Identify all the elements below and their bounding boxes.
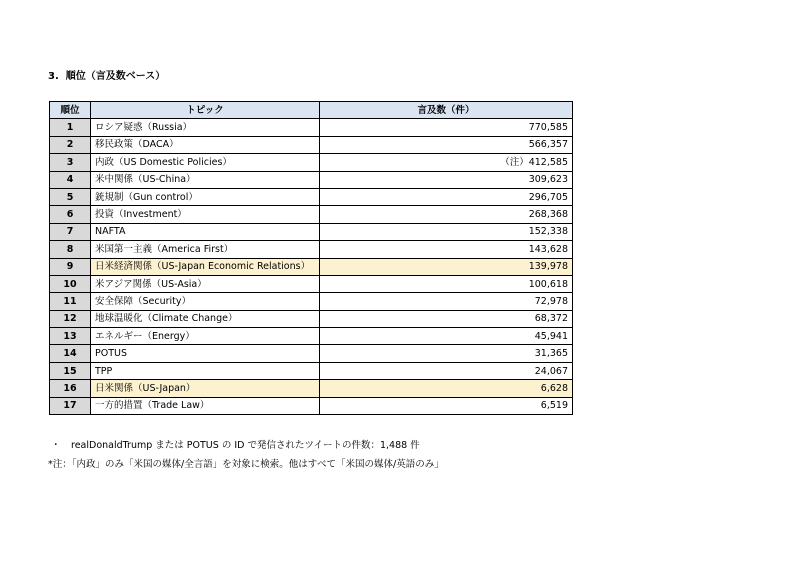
table-header-row [50,102,573,119]
topic-cell: 移民政策（DACA） [91,136,320,153]
topic-cell: NAFTA [91,223,320,240]
rank-cell: 16 [50,380,91,397]
table-row [50,154,573,171]
ranking-table [49,101,573,415]
table-row [50,136,573,153]
count-cell: 24,067 [320,362,573,379]
table-row [50,362,573,379]
rank-cell: 14 [50,345,91,362]
section-title: 順位（言及数ベース） [65,71,166,82]
count-cell: 100,618 [320,275,573,292]
section-number: 3. [48,71,59,82]
count-cell [320,154,573,171]
topic-cell: 一方的措置（Trade Law） [91,397,320,414]
rank-cell: 5 [50,188,91,205]
count-cell: 566,357 [320,136,573,153]
rank-cell: 15 [50,362,91,379]
count-cell: 309,623 [320,171,573,188]
topic-cell: 米中関係（US-China） [91,171,320,188]
header-count: 言及数（件） [320,102,573,119]
topic-cell: 内政（US Domestic Policies） [91,154,320,171]
table-row [50,241,573,258]
table-row [50,345,573,362]
count-cell: 72,978 [320,293,573,310]
tweet-count-text: realDonaldTrump または POTUS の ID で発信されたツイートの件数：1,488 件 [71,440,420,451]
count-value: 412,585 [528,156,568,168]
count-cell: 268,368 [320,206,573,223]
header-rank: 順位 [50,102,91,119]
rank-cell: 11 [50,293,91,310]
table-row-highlighted [50,380,573,397]
rank-cell: 10 [50,275,91,292]
topic-cell: 米アジア関係（US-Asia） [91,275,320,292]
topic-cell: POTUS [91,345,320,362]
count-cell: 770,585 [320,119,573,136]
topic-cell: TPP [91,362,320,379]
count-cell: 31,365 [320,345,573,362]
topic-cell: 地球温暖化（Climate Change） [91,310,320,327]
topic-cell: 安全保障（Security） [91,293,320,310]
tweet-count-note [51,437,420,451]
count-cell: 6,519 [320,397,573,414]
section-heading [48,67,165,82]
topic-cell: 日米関係（US-Japan） [91,380,320,397]
table-row [50,119,573,136]
rank-cell: 17 [50,397,91,414]
rank-cell: 12 [50,310,91,327]
footnote: *注：「内政」のみ「米国の媒体/全言語」を対象に検索。他はすべて「米国の媒体/英語のみ」 [48,459,444,470]
topic-cell: 日米経済関係（US-Japan Economic Relations） [91,258,320,275]
count-cell: 45,941 [320,328,573,345]
topic-cell: 米国第一主義（America First） [91,241,320,258]
table-row-highlighted [50,258,573,275]
rank-cell: 8 [50,241,91,258]
header-topic: トピック [91,102,320,119]
note-marker: （注） [500,156,529,168]
table-row [50,223,573,240]
topic-cell: ロシア疑惑（Russia） [91,119,320,136]
count-cell: 6,628 [320,380,573,397]
table-row [50,206,573,223]
topic-cell: 銃規制（Gun control） [91,188,320,205]
table-row [50,293,573,310]
count-cell: 296,705 [320,188,573,205]
rank-cell: 9 [50,258,91,275]
rank-cell: 6 [50,206,91,223]
table-row [50,275,573,292]
count-cell: 139,978 [320,258,573,275]
rank-cell: 4 [50,171,91,188]
topic-cell: 投資（Investment） [91,206,320,223]
table-row [50,188,573,205]
rank-cell: 3 [50,154,91,171]
count-cell: 68,372 [320,310,573,327]
table-row [50,328,573,345]
count-cell: 152,338 [320,223,573,240]
table-row [50,171,573,188]
rank-cell: 13 [50,328,91,345]
topic-cell: エネルギー（Energy） [91,328,320,345]
table-row [50,310,573,327]
bullet-mark: ・ [51,440,61,451]
rank-cell: 7 [50,223,91,240]
table-row [50,397,573,414]
count-cell: 143,628 [320,241,573,258]
rank-cell: 1 [50,119,91,136]
rank-cell: 2 [50,136,91,153]
